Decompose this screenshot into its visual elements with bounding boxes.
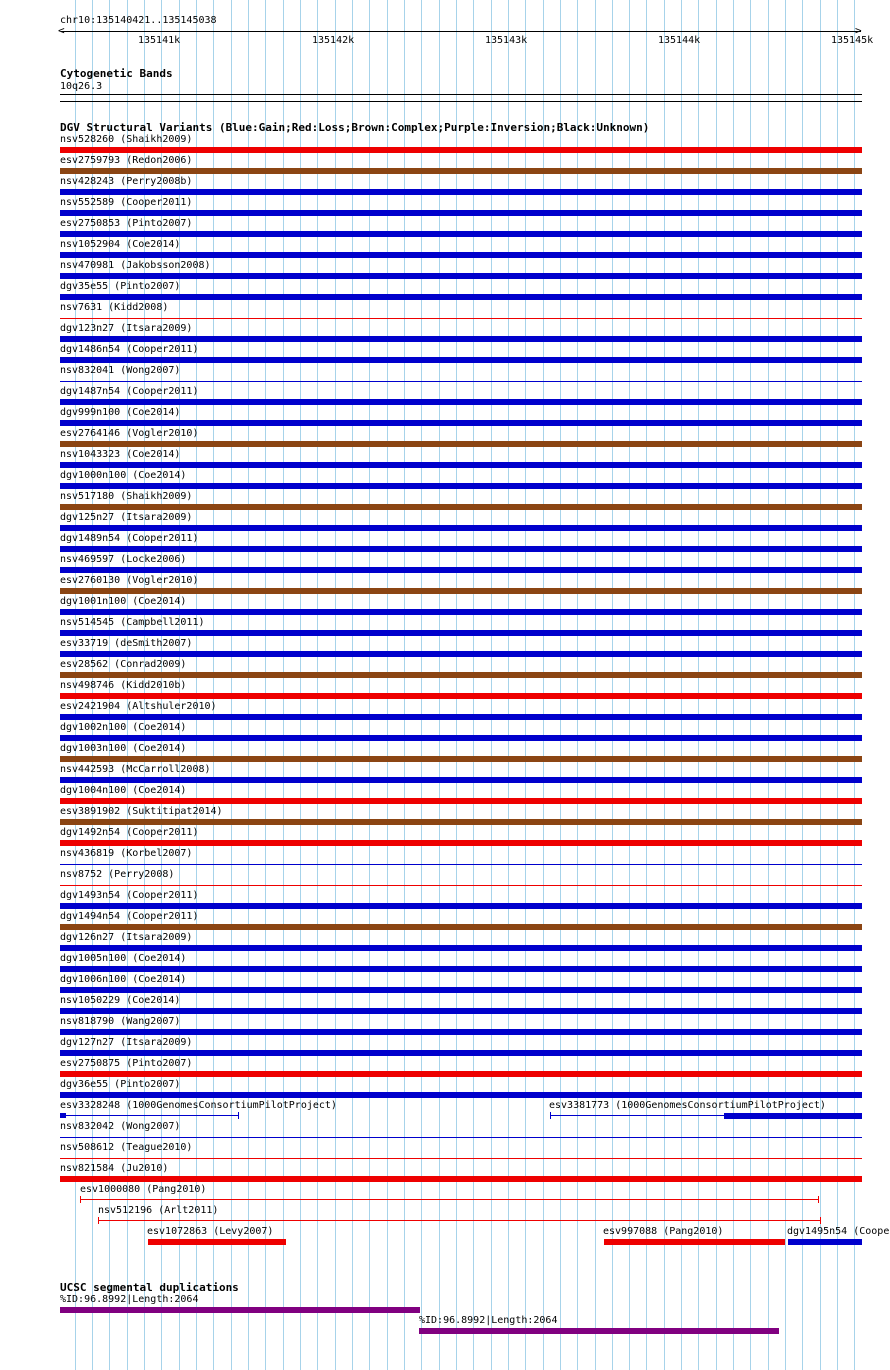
variant-label: dgv999n100 (Coe2014) <box>60 407 181 418</box>
variant-label: nsv1043323 (Coe2014) <box>60 449 181 460</box>
variant-bar <box>604 1239 785 1245</box>
variant-bar <box>60 840 862 846</box>
cytoband-top-border <box>60 94 862 95</box>
cytoband-bottom-border <box>60 101 862 102</box>
variant-bar <box>820 1217 821 1224</box>
variant-bar <box>60 231 862 237</box>
variant-bar <box>60 819 862 825</box>
variant-bar <box>98 1220 821 1221</box>
grid-line <box>473 0 474 1370</box>
grid-line <box>750 0 751 1370</box>
grid-line <box>595 0 596 1370</box>
variant-bar <box>60 777 862 783</box>
variant-bar <box>60 1029 862 1035</box>
variant-bar <box>60 1092 862 1098</box>
segdup-label: %ID:96.8992|Length:2064 <box>60 1294 199 1305</box>
variant-label: nsv832041 (Wong2007) <box>60 365 181 376</box>
variant-label: esv3328248 (1000GenomesConsortiumPilotProject) <box>60 1100 337 1111</box>
variant-label: esv3381773 (1000GenomesConsortiumPilotProject) <box>549 1100 826 1111</box>
grid-line <box>213 0 214 1370</box>
variant-bar <box>60 1137 862 1138</box>
variant-bar <box>60 462 862 468</box>
variant-label: nsv818790 (Wang2007) <box>60 1016 181 1027</box>
variant-label: dgv123n27 (Itsara2009) <box>60 323 193 334</box>
grid-line <box>248 0 249 1370</box>
segdup-bar <box>60 1307 420 1313</box>
grid-line <box>577 0 578 1370</box>
variant-label: nsv552589 (Cooper2011) <box>60 197 193 208</box>
variant-label: dgv1493n54 (Cooper2011) <box>60 890 199 901</box>
variant-bar <box>60 1176 862 1182</box>
variant-bar <box>60 147 862 153</box>
grid-line <box>525 0 526 1370</box>
variant-label: nsv428243 (Perry2008b) <box>60 176 193 187</box>
variant-label: nsv528260 (Shaikh2009) <box>60 134 193 145</box>
variant-bar <box>60 420 862 426</box>
dgv-track-title: DGV Structural Variants (Blue:Gain;Red:Loss;Brown:Complex;Purple:Inversion;Black:Unknown) <box>60 121 650 134</box>
variant-bar <box>60 210 862 216</box>
variant-label: nsv469597 (Locke2006) <box>60 554 187 565</box>
variant-bar <box>60 798 862 804</box>
grid-line <box>231 0 232 1370</box>
variant-label: dgv1494n54 (Cooper2011) <box>60 911 199 922</box>
variant-bar <box>724 1113 862 1119</box>
variant-bar <box>60 714 862 720</box>
grid-line <box>698 0 699 1370</box>
variant-bar <box>60 1050 862 1056</box>
grid-line <box>733 0 734 1370</box>
variant-bar <box>60 168 862 174</box>
cytoband-title: Cytogenetic Bands <box>60 67 173 80</box>
variant-bar <box>148 1239 286 1245</box>
grid-line <box>456 0 457 1370</box>
variant-label: dgv1487n54 (Cooper2011) <box>60 386 199 397</box>
grid-line <box>352 0 353 1370</box>
variant-label: nsv1050229 (Coe2014) <box>60 995 181 1006</box>
variant-bar <box>60 1008 862 1014</box>
grid-line <box>560 0 561 1370</box>
grid-line <box>404 0 405 1370</box>
variant-bar <box>60 294 862 300</box>
grid-line <box>335 0 336 1370</box>
variant-bar <box>60 273 862 279</box>
variant-label: nsv7631 (Kidd2008) <box>60 302 169 313</box>
segdup-label: %ID:96.8992|Length:2064 <box>419 1315 558 1326</box>
variant-label: nsv821584 (Ju2010) <box>60 1163 169 1174</box>
variant-bar <box>818 1196 819 1203</box>
grid-line <box>369 0 370 1370</box>
variant-bar <box>80 1199 819 1200</box>
variant-label: esv28562 (Conrad2009) <box>60 659 187 670</box>
variant-label: nsv508612 (Teague2010) <box>60 1142 193 1153</box>
variant-label: nsv1052904 (Coe2014) <box>60 239 181 250</box>
grid-line <box>387 0 388 1370</box>
grid-line <box>837 0 838 1370</box>
grid-line <box>768 0 769 1370</box>
variant-bar <box>80 1196 81 1203</box>
variant-bar <box>60 630 862 636</box>
variant-bar <box>60 1158 862 1159</box>
variant-bar <box>60 567 862 573</box>
variant-label: dgv1495n54 (Coope <box>787 1226 890 1237</box>
variant-bar <box>60 903 862 909</box>
variant-label: esv1072863 (Levy2007) <box>147 1226 274 1237</box>
variant-bar <box>60 966 862 972</box>
grid-line <box>664 0 665 1370</box>
variant-label: esv33719 (deSmith2007) <box>60 638 193 649</box>
ruler-tick-label: 135144k <box>658 35 701 46</box>
variant-bar <box>60 399 862 405</box>
variant-label: nsv517180 (Shaikh2009) <box>60 491 193 502</box>
variant-bar <box>60 525 862 531</box>
variant-bar <box>60 756 862 762</box>
variant-label: esv2421904 (Altshuler2010) <box>60 701 217 712</box>
variant-label: esv2764146 (Vogler2010) <box>60 428 199 439</box>
variant-label: esv3891902 (Suktitipat2014) <box>60 806 223 817</box>
grid-line <box>681 0 682 1370</box>
grid-line <box>543 0 544 1370</box>
grid-line <box>629 0 630 1370</box>
grid-line <box>196 0 197 1370</box>
variant-bar <box>60 504 862 510</box>
grid-line <box>508 0 509 1370</box>
variant-bar <box>60 609 862 615</box>
variant-label: dgv125n27 (Itsara2009) <box>60 512 193 523</box>
variant-bar <box>60 924 862 930</box>
variant-label: dgv1005n100 (Coe2014) <box>60 953 187 964</box>
ruler-left-arrow-icon: < <box>58 24 65 37</box>
variant-label: dgv1003n100 (Coe2014) <box>60 743 187 754</box>
variant-bar <box>60 1071 862 1077</box>
grid-line <box>802 0 803 1370</box>
ruler-right-arrow-icon: > <box>855 24 862 37</box>
grid-line <box>283 0 284 1370</box>
ruler-tick-label: 135143k <box>485 35 528 46</box>
variant-bar <box>60 945 862 951</box>
variant-label: dgv127n27 (Itsara2009) <box>60 1037 193 1048</box>
variant-bar <box>60 318 862 319</box>
variant-label: dgv1002n100 (Coe2014) <box>60 722 187 733</box>
variant-bar <box>60 483 862 489</box>
variant-label: esv2759793 (Redon2006) <box>60 155 193 166</box>
segdup-title: UCSC segmental duplications <box>60 1281 239 1294</box>
variant-bar <box>60 381 862 382</box>
variant-label: dgv1004n100 (Coe2014) <box>60 785 187 796</box>
variant-label: esv2760130 (Vogler2010) <box>60 575 199 586</box>
grid-line <box>317 0 318 1370</box>
variant-label: esv997088 (Pang2010) <box>603 1226 724 1237</box>
ruler-tick-label: 135141k <box>138 35 181 46</box>
variant-label: nsv436819 (Korbel2007) <box>60 848 193 859</box>
variant-bar <box>60 252 862 258</box>
grid-line <box>491 0 492 1370</box>
ruler-tick-label: 135145k <box>831 35 874 46</box>
variant-bar <box>60 735 862 741</box>
variant-label: nsv512196 (Arlt2011) <box>98 1205 219 1216</box>
variant-bar <box>66 1115 239 1116</box>
variant-label: dgv1001n100 (Coe2014) <box>60 596 187 607</box>
grid-line <box>646 0 647 1370</box>
cytoband-label: 10q26.3 <box>60 81 103 92</box>
grid-line <box>785 0 786 1370</box>
variant-label: dgv126n27 (Itsara2009) <box>60 932 193 943</box>
segdup-bar <box>419 1328 779 1334</box>
grid-line <box>300 0 301 1370</box>
variant-bar <box>60 441 862 447</box>
variant-bar <box>98 1217 99 1224</box>
ruler-tick-label: 135142k <box>312 35 355 46</box>
grid-line <box>265 0 266 1370</box>
variant-bar <box>60 864 862 865</box>
ruler-location: chr10:135140421..135145038 <box>60 15 217 26</box>
variant-label: nsv8752 (Perry2008) <box>60 869 175 880</box>
variant-label: dgv1000n100 (Coe2014) <box>60 470 187 481</box>
variant-label: esv2750875 (Pinto2007) <box>60 1058 193 1069</box>
variant-label: nsv832042 (Wong2007) <box>60 1121 181 1132</box>
variant-bar <box>238 1112 239 1119</box>
variant-bar <box>60 693 862 699</box>
grid-line <box>820 0 821 1370</box>
variant-label: esv1000080 (Pang2010) <box>80 1184 207 1195</box>
variant-bar <box>60 357 862 363</box>
ruler-axis <box>61 31 861 32</box>
variant-bar <box>60 588 862 594</box>
variant-label: nsv470981 (Jakobsson2008) <box>60 260 211 271</box>
variant-bar <box>788 1239 862 1245</box>
grid-line <box>854 0 855 1370</box>
variant-label: dgv1006n100 (Coe2014) <box>60 974 187 985</box>
grid-line <box>421 0 422 1370</box>
variant-bar <box>550 1115 725 1116</box>
variant-bar <box>60 672 862 678</box>
grid-line <box>439 0 440 1370</box>
variant-label: dgv36e55 (Pinto2007) <box>60 1079 181 1090</box>
grid-line <box>612 0 613 1370</box>
variant-label: dgv1489n54 (Cooper2011) <box>60 533 199 544</box>
variant-label: dgv1486n54 (Cooper2011) <box>60 344 199 355</box>
variant-bar <box>60 189 862 195</box>
variant-bar <box>60 546 862 552</box>
variant-label: dgv35e55 (Pinto2007) <box>60 281 181 292</box>
variant-label: nsv498746 (Kidd2010b) <box>60 680 187 691</box>
variant-bar <box>60 336 862 342</box>
variant-bar <box>60 987 862 993</box>
variant-bar <box>60 885 862 886</box>
variant-label: dgv1492n54 (Cooper2011) <box>60 827 199 838</box>
variant-label: esv2750853 (Pinto2007) <box>60 218 193 229</box>
variant-label: nsv442593 (McCarroll2008) <box>60 764 211 775</box>
grid-line <box>716 0 717 1370</box>
variant-bar <box>60 651 862 657</box>
variant-label: nsv514545 (Campbell2011) <box>60 617 205 628</box>
